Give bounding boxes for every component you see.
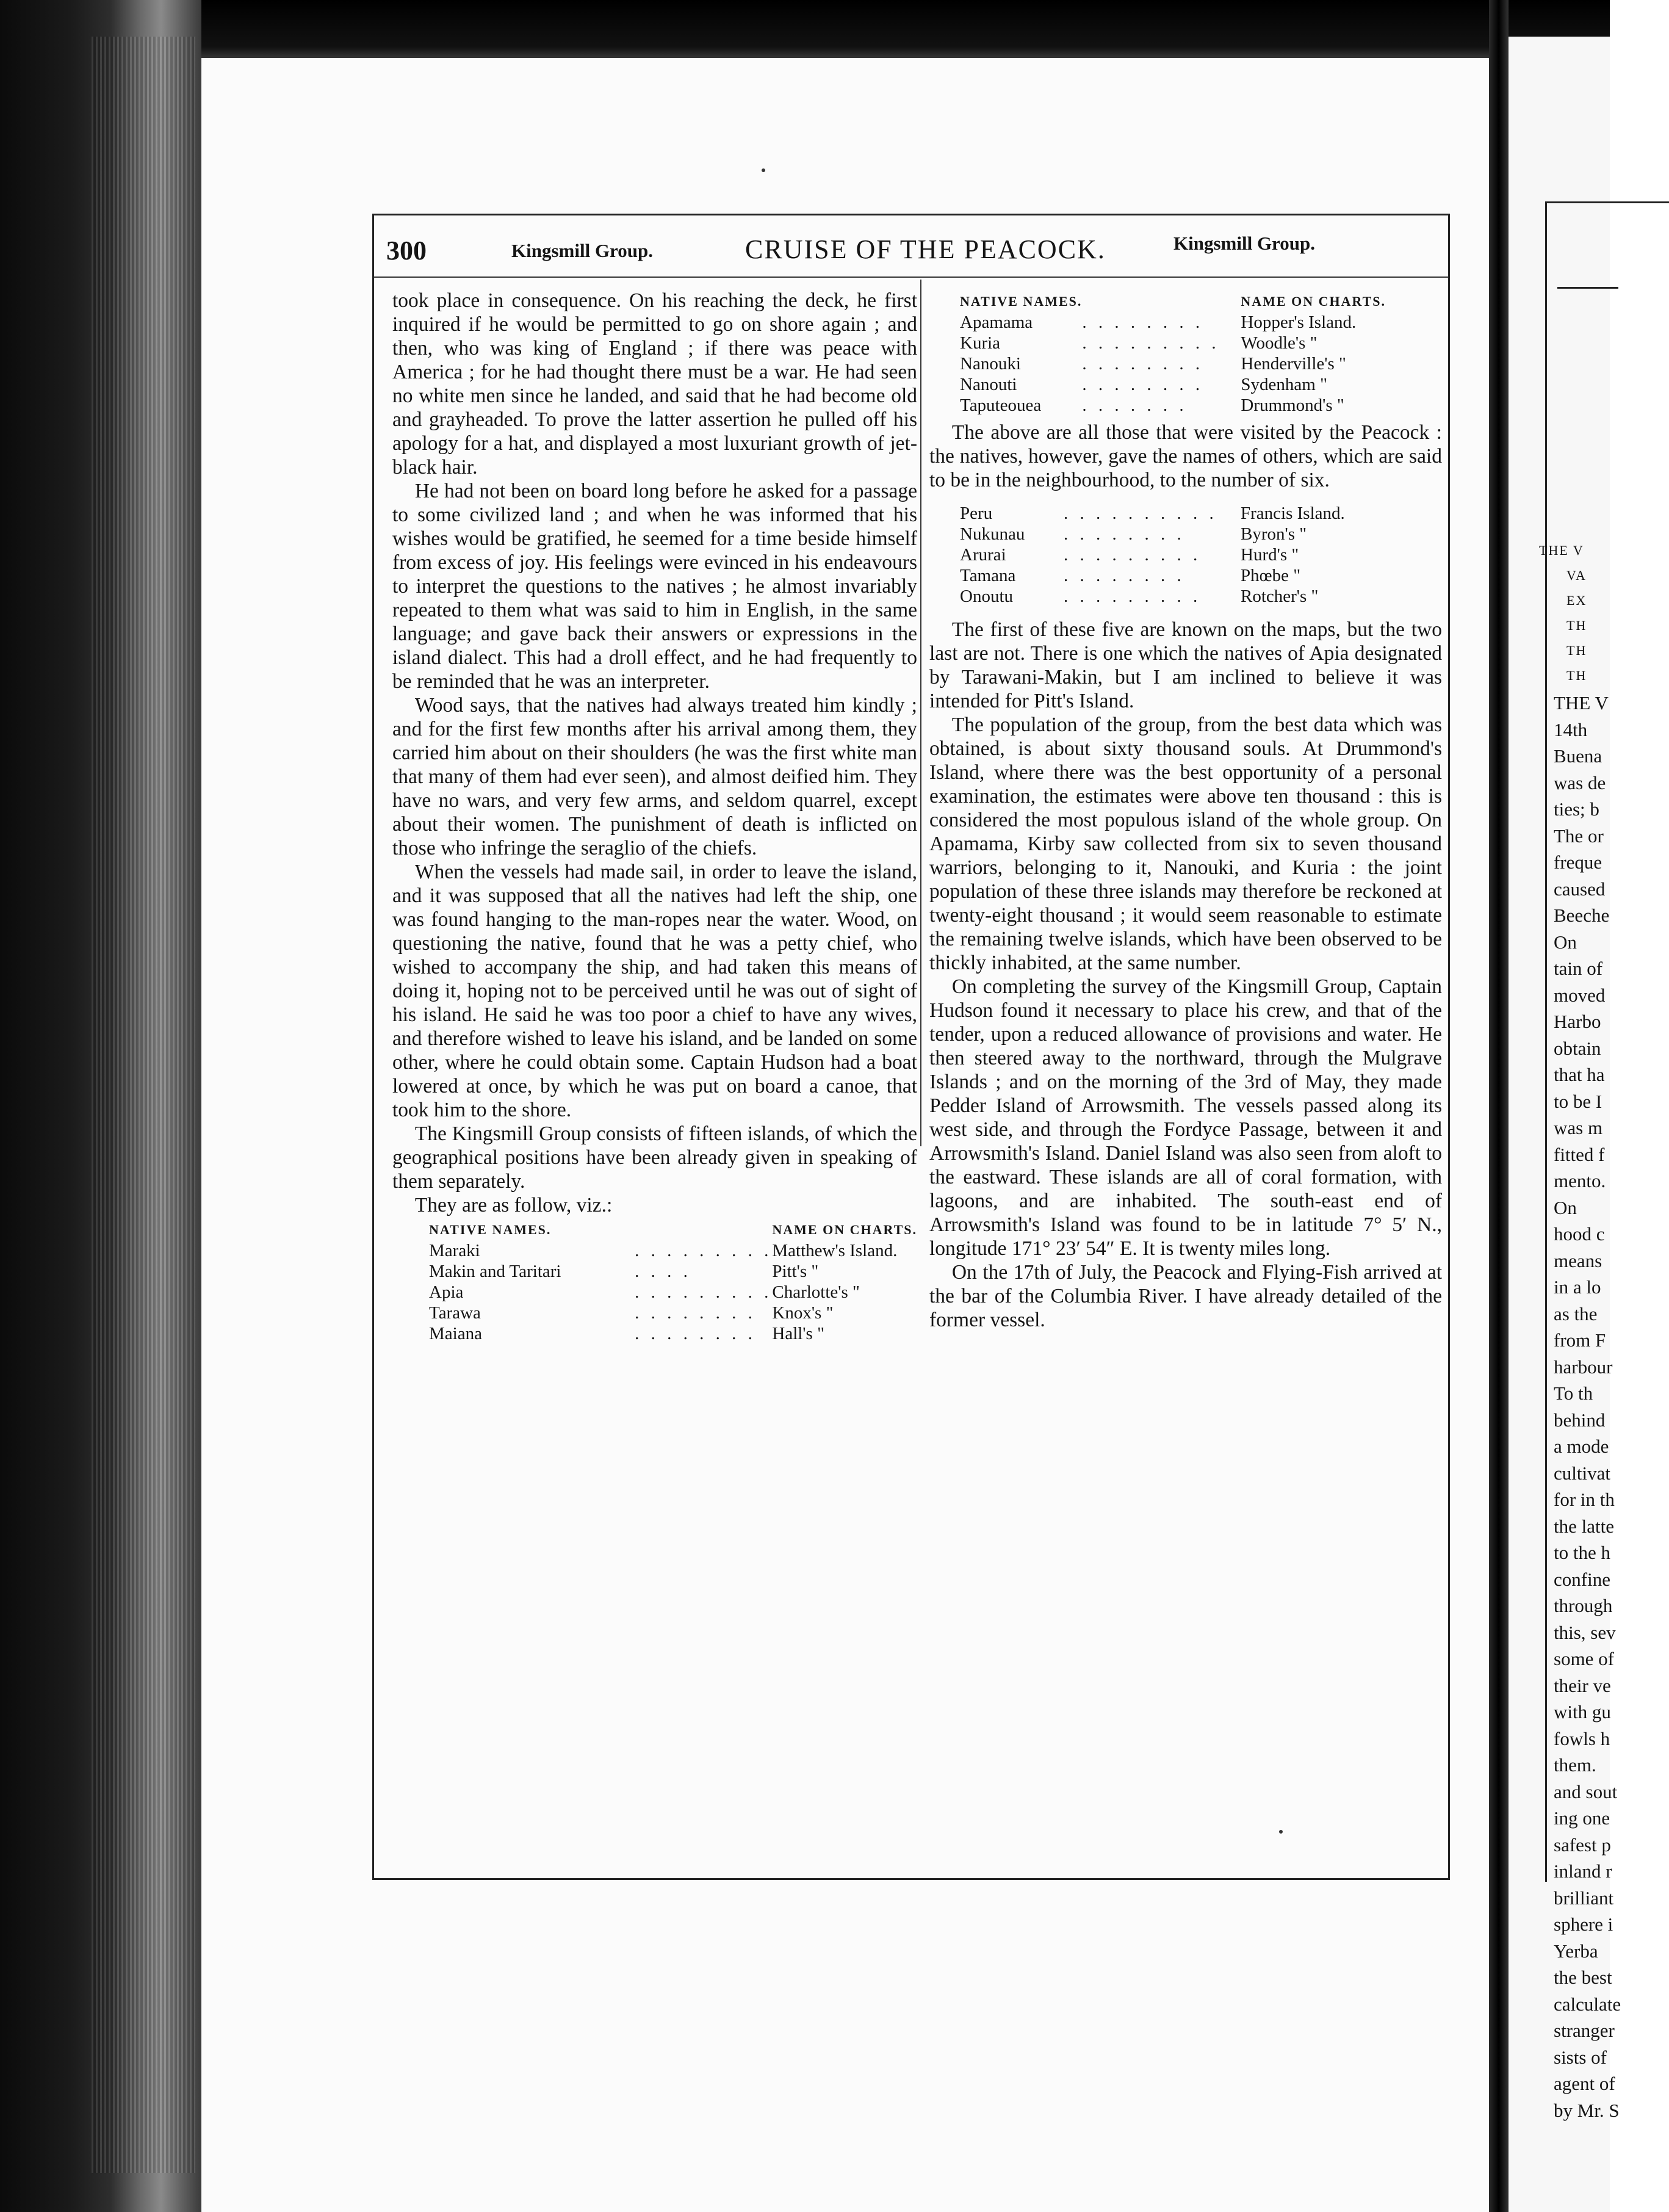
native-name: Makin and Taritari xyxy=(429,1262,561,1281)
chart-name: Charlotte's " xyxy=(772,1282,860,1302)
next-page-fragment: with gu xyxy=(1554,1701,1611,1722)
next-page-fragment: a mode xyxy=(1554,1436,1609,1457)
next-page-fragment: calculate xyxy=(1554,1993,1621,2015)
native-name: Nanouki xyxy=(960,354,1021,374)
table-row xyxy=(392,1261,917,1282)
leader-dots: . . . . . . . . xyxy=(1082,313,1204,332)
next-page-fragment: was de xyxy=(1554,772,1606,793)
next-page-fragment: tain of xyxy=(1554,958,1603,979)
page-number: 300 xyxy=(386,236,427,266)
next-page-fragment: TH xyxy=(1566,618,1587,633)
next-page-fragment: their ve xyxy=(1554,1674,1611,1696)
ink-speck xyxy=(1279,1830,1283,1834)
islands-table-others xyxy=(929,503,1442,607)
next-page-fragment: as the xyxy=(1554,1303,1598,1325)
chart-name: Henderville's " xyxy=(1241,354,1346,374)
native-name: Apia xyxy=(429,1282,464,1302)
chart-name: Hurd's " xyxy=(1241,545,1299,565)
table-header-row xyxy=(392,1220,917,1240)
next-page-fragment: On xyxy=(1554,1196,1577,1218)
paragraph: The first of these five are known on the maps, but the two last are not. There is one which the natives of Apia designated by Tarawani-Makin, but I am inclined to believe it was intended for Pitt's Island. xyxy=(929,618,1442,712)
next-page-partial xyxy=(1509,37,1621,2212)
chart-name: Matthew's Island. xyxy=(772,1241,898,1260)
next-page-fragment: sists of xyxy=(1554,2046,1607,2068)
native-name: Nanouti xyxy=(960,375,1017,394)
table-row xyxy=(929,524,1442,544)
page-title: CRUISE OF THE PEACOCK. xyxy=(745,234,1106,264)
next-page-rule xyxy=(1557,287,1618,289)
chart-name: Francis Island. xyxy=(1241,504,1345,523)
next-page-fragment: On xyxy=(1554,931,1577,953)
native-name: Peru xyxy=(960,504,993,523)
leader-dots: . . . . . . . . . xyxy=(635,1241,773,1260)
leader-dots: . . . . . . . . . xyxy=(1064,587,1202,606)
next-page-fragment: THE V xyxy=(1554,692,1609,714)
native-name: Maiana xyxy=(429,1324,482,1343)
leader-dots: . . . . . . . . xyxy=(635,1324,756,1343)
header-native-names: NATIVE NAMES. xyxy=(960,294,1083,309)
left-column xyxy=(392,289,917,1349)
next-page-fragment: some of xyxy=(1554,1648,1615,1669)
islands-table-visited xyxy=(929,291,1442,416)
paragraph: On the 17th of July, the Peacock and Flying-Fish arrived at the bar of the Columbia River. I have already detailed of the former vessel. xyxy=(929,1261,1442,1331)
native-name: Apamama xyxy=(960,313,1033,332)
next-page-fragment: TH xyxy=(1566,643,1587,658)
native-name: Taputeouea xyxy=(960,396,1042,415)
table-row xyxy=(929,565,1442,586)
book-gutter xyxy=(1489,0,1509,2212)
next-page-fragment: safest p xyxy=(1554,1834,1611,1856)
paragraph: The above are all those that were visited by the Peacock : the natives, however, gave the names of others, which are said to be in the neighbourhood, to the number of six. xyxy=(929,421,1442,491)
next-page-fragment: inland r xyxy=(1554,1860,1612,1882)
header-chart-names: NAME ON CHARTS. xyxy=(1241,294,1386,309)
header-spacer xyxy=(635,1220,772,1240)
paragraph: On completing the survey of the Kingsmill Group, Captain Hudson found it necessary to place his crew, and that of the tender, upon a reduced allowance of provisions and water. He then steered away to the northward, through the Mulgrave Islands ; and on the morning of the 3rd of May, they made Pedder Island of Arrowsmith. The vessels passed along its west side, and through the Fordyce Passage, between it and Arrowsmith's Island. Daniel Island was also seen from aloft to the eastward. These islands are all of coral formation, with lagoons, and are inhabited. The south-east end of Arrowsmith's Island was found to be in latitude 7° 5′ N., longitude 171° 23′ 54″ E. It is twenty miles long. xyxy=(929,975,1442,1260)
native-name: Onoutu xyxy=(960,587,1013,606)
next-page-fragment: The or xyxy=(1554,825,1604,847)
next-page-fragment: THE V xyxy=(1539,543,1584,558)
leader-dots: . . . . xyxy=(635,1262,691,1281)
right-column xyxy=(929,289,1442,1332)
chart-name: Rotcher's " xyxy=(1241,587,1319,606)
next-page-fragment: to be I xyxy=(1554,1090,1602,1112)
next-page-fragment: sphere i xyxy=(1554,1914,1613,1935)
next-page-fragment: for in th xyxy=(1554,1489,1615,1510)
chart-name: Sydenham " xyxy=(1241,375,1327,394)
chart-name: Pitt's " xyxy=(772,1262,819,1281)
next-page-fragment: the latte xyxy=(1554,1515,1614,1537)
book-left-edge xyxy=(0,0,201,2212)
leader-dots: . . . . . . . . xyxy=(1064,524,1185,544)
next-page-fragment: 14th xyxy=(1554,718,1588,740)
paragraph: The population of the group, from the best data which was obtained, is about sixty thousand souls. At Drummond's Island, where there was the best opportunity of a personal examination, the estimates were above ten thousand : this is considered the most populous island of the whole group. On Apamama, Kirby saw collected from six to seven thousand warriors, belonging to it, Nanouki, and Kuria : the joint population of these three islands may therefore be reckoned at twenty-eight thousand ; it would seem reasonable to estimate the remaining twelve islands, which have been observed to be thickly inhabited, at the same number. xyxy=(929,714,1442,974)
book-top-edge xyxy=(0,0,1610,67)
paragraph: Wood says, that the natives had always treated him kindly ; and for the first few months after his arrival among them, they carried him about on their shoulders (he was the first white man that many of them had ever seen), and almost deified him. They have no wars, and very few arms, and seldom quarrel, except about their women. The punishment of death is inflicted on those who infringe the seraglio of the chiefs. xyxy=(392,694,917,859)
next-page-fragment: behind xyxy=(1554,1409,1606,1431)
next-page-fragment: through xyxy=(1554,1595,1613,1616)
leader-dots: . . . . . . . . xyxy=(635,1303,756,1323)
table-row xyxy=(392,1240,917,1261)
next-page-fragment: caused xyxy=(1554,878,1606,900)
table-row xyxy=(929,374,1442,395)
chart-name: Woodle's " xyxy=(1241,333,1318,353)
next-page-fragment: by Mr. S xyxy=(1554,2099,1620,2121)
next-page-fragment: moved xyxy=(1554,984,1606,1006)
next-page-fragment: and sout xyxy=(1554,1780,1618,1802)
native-name: Tamana xyxy=(960,566,1016,585)
native-name: Nukunau xyxy=(960,524,1025,544)
paragraph: They are as follow, viz.: xyxy=(414,1194,613,1216)
next-page-fragment: to the h xyxy=(1554,1542,1610,1563)
next-page-fragment: agent of xyxy=(1554,2073,1615,2094)
leader-dots: . . . . . . . . . . xyxy=(1064,504,1217,523)
native-name: Kuria xyxy=(960,333,1001,353)
printed-page-frame xyxy=(372,214,1450,1880)
next-page-fragment: from F xyxy=(1554,1329,1606,1351)
next-page-fragment: ing one xyxy=(1554,1807,1610,1829)
native-name: Tarawa xyxy=(429,1303,481,1323)
column-divider xyxy=(920,280,921,1146)
ink-speck xyxy=(762,168,765,172)
table-header-row xyxy=(929,291,1442,312)
next-page-fragment: stranger xyxy=(1554,2020,1615,2041)
next-page-fragment: To th xyxy=(1554,1382,1593,1404)
native-name: Arurai xyxy=(960,545,1006,565)
leader-dots: . . . . . . . xyxy=(1082,396,1188,415)
leader-dots: . . . . . . . . xyxy=(1064,566,1185,585)
table-row xyxy=(392,1323,917,1344)
running-head-right: Kingsmill Group. xyxy=(1173,233,1315,254)
chart-name: Byron's " xyxy=(1241,524,1307,544)
paragraph: When the vessels had made sail, in order to leave the island, and it was supposed that all the natives had left the ship, one was found hanging to the man-ropes near the water. Wood, on questioning the native, found that he was a petty chief, who wished to accompany the ship, and had taken this means of doing it, hoping not to be perceived until he was out of sight of his island. He said he was too poor a chief to have any wives, and therefore wished to leave his island, and be landed on some other, where he could obtain some. Captain Hudson had a boat lowered at once, by which he was put on board a canoe, that took him to the shore. xyxy=(392,861,917,1121)
header-spacer xyxy=(1082,291,1241,312)
next-page-fragment: them. xyxy=(1554,1754,1596,1776)
table-row xyxy=(929,333,1442,353)
next-page-fragment: freque xyxy=(1554,851,1602,873)
leader-dots: . . . . . . . . . xyxy=(635,1282,773,1302)
table-row xyxy=(929,503,1442,524)
paragraph: The Kingsmill Group consists of fifteen islands, of which the geographical positions have been already given in speaking of them separately. xyxy=(392,1122,917,1193)
next-page-fragment: ties; b xyxy=(1554,798,1599,820)
chart-name: Hopper's Island. xyxy=(1241,313,1357,332)
next-page-fragment: fitted f xyxy=(1554,1143,1605,1165)
chart-name: Drummond's " xyxy=(1241,396,1344,415)
next-page-fragment: Beeche xyxy=(1554,905,1610,926)
next-page-fragment: mento. xyxy=(1554,1170,1606,1191)
table-row xyxy=(929,395,1442,416)
next-page-fragment: that ha xyxy=(1554,1064,1605,1085)
next-page-fragment: Buena xyxy=(1554,745,1602,767)
table-row xyxy=(392,1303,917,1323)
leader-dots: . . . . . . . . . xyxy=(1064,545,1202,565)
leader-dots: . . . . . . . . . xyxy=(1082,333,1220,353)
chart-name: Phœbe " xyxy=(1241,566,1301,585)
next-page-fragment: brilliant xyxy=(1554,1887,1614,1909)
table-row xyxy=(392,1282,917,1303)
next-page-fragment: fowls h xyxy=(1554,1727,1610,1749)
next-page-fragment: cultivat xyxy=(1554,1462,1610,1484)
running-head-left: Kingsmill Group. xyxy=(511,240,653,261)
header-chart-names: NAME ON CHARTS. xyxy=(772,1222,917,1237)
chart-name: Hall's " xyxy=(772,1324,824,1343)
paragraph: took place in consequence. On his reaching the deck, he first inquired if he would be permitted to go on shore again ; and then, who was king of England ; if there was peace with America ; for he had thought there must be a war. He had seen no white men since he landed, and said that he had become old and grayheaded. To prove the latter assertion he pulled off his apology for a hat, and displayed a most luxuriant growth of jet-black hair. xyxy=(392,289,917,479)
leader-dots: . . . . . . . . xyxy=(1082,375,1204,394)
table-row xyxy=(929,586,1442,607)
header-native-names: NATIVE NAMES. xyxy=(429,1222,552,1237)
next-page-fragment: Harbo xyxy=(1554,1011,1601,1032)
next-page-fragment: TH xyxy=(1566,668,1587,683)
paragraph: He had not been on board long before he asked for a passage to some civilized land ; and when he was informed that his wishes would be gratified, he seemed for a time beside himself from excess of joy. His feelings were evinced in his endeavours to interpret the questions to the natives ; he almost invariably repeated to them what was said to him in English, in the same language; and gave back their answers or expressions in the island dialect. This had a droll effect, and he had frequently to be reminded that he was an interpreter. xyxy=(392,480,917,693)
next-page-fragment: the best xyxy=(1554,1967,1612,1988)
next-page-fragment: Yerba xyxy=(1554,1940,1598,1962)
next-page-fragment: EX xyxy=(1566,593,1587,608)
leader-dots: . . . . . . . . xyxy=(1082,354,1204,374)
next-page-fragment: VA xyxy=(1566,568,1587,583)
next-page-fragment: means xyxy=(1554,1249,1602,1271)
native-name: Maraki xyxy=(429,1241,480,1260)
next-page-fragment: obtain xyxy=(1554,1037,1601,1059)
table-row xyxy=(929,544,1442,565)
next-page-fragment: harbour xyxy=(1554,1356,1613,1378)
next-page-fragment: hood c xyxy=(1554,1223,1605,1245)
table-row xyxy=(929,312,1442,333)
table-row xyxy=(929,353,1442,374)
next-page-fragment: was m xyxy=(1554,1117,1603,1138)
next-page-fragment: this, sev xyxy=(1554,1621,1616,1643)
header-rule xyxy=(374,276,1448,278)
islands-table-left xyxy=(392,1220,917,1344)
next-page-fragment: in a lo xyxy=(1554,1276,1601,1298)
chart-name: Knox's " xyxy=(772,1303,834,1323)
next-page-fragment: confine xyxy=(1554,1568,1610,1590)
